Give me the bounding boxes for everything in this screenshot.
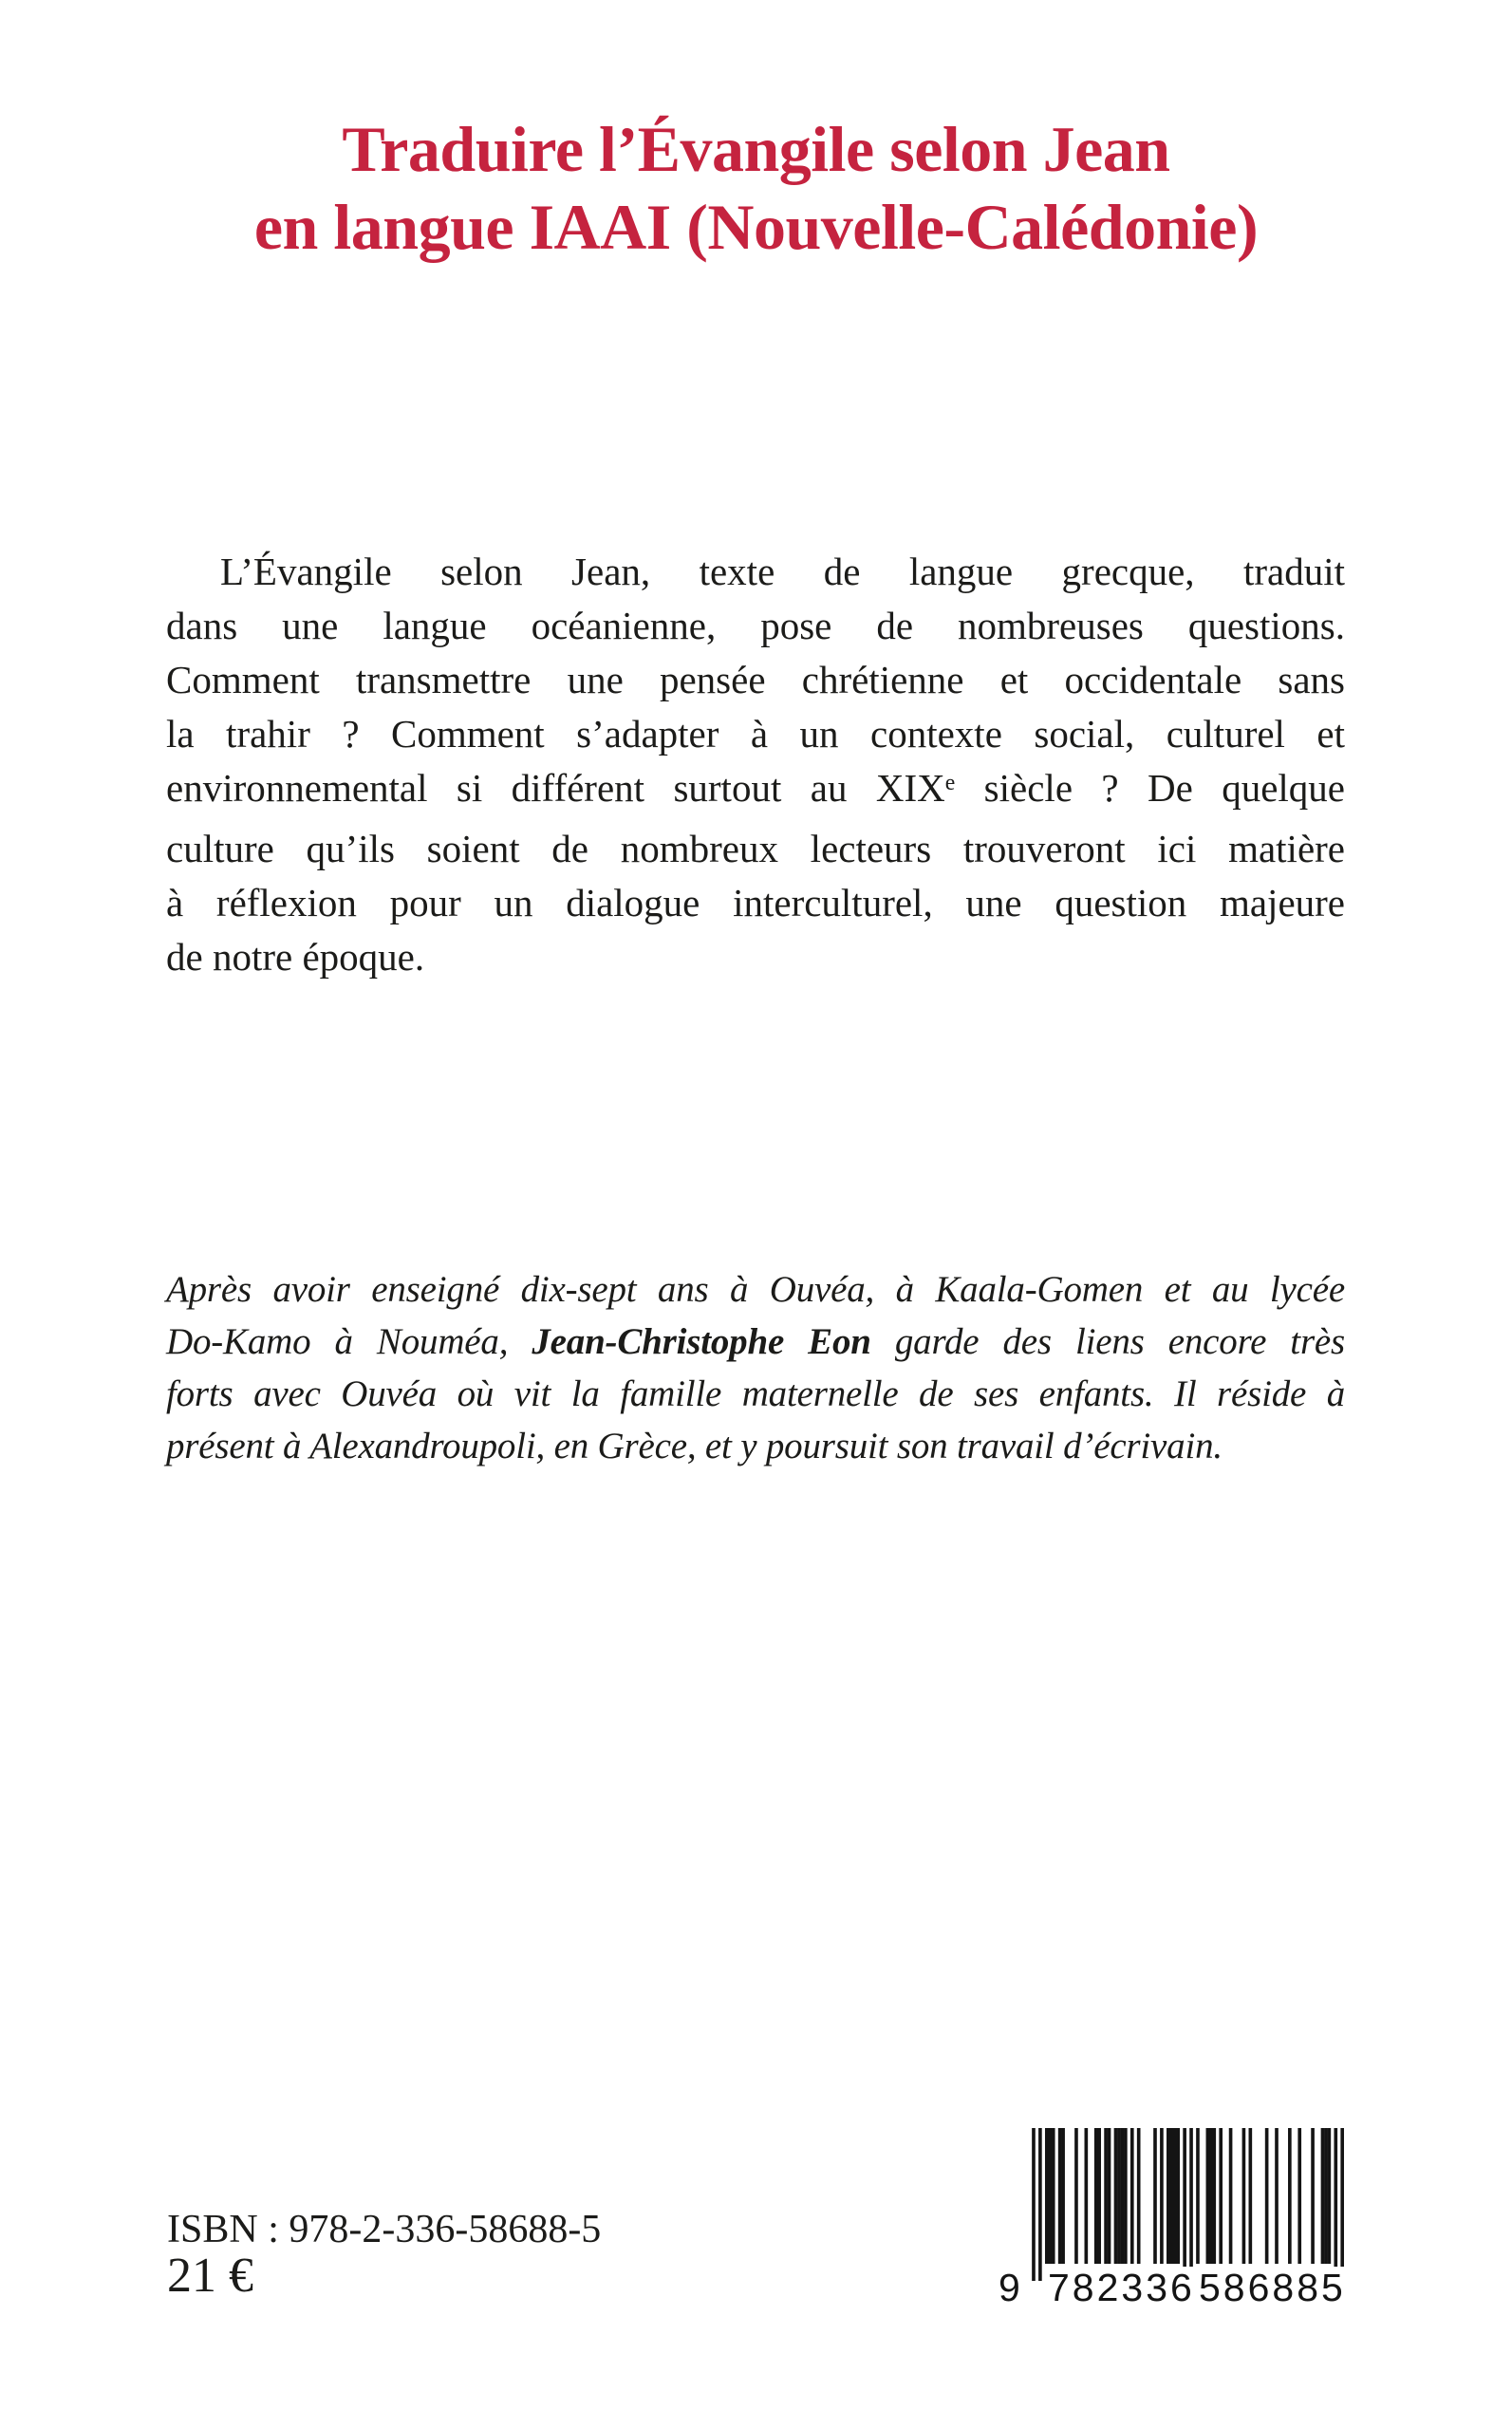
synopsis-line: de notre époque. (166, 935, 425, 979)
book-title-line2: en langue IAAI (Nouvelle-Calédonie) (253, 191, 1259, 263)
ean13-barcode (997, 2128, 1367, 2314)
bio-text: garde des liens encore très (870, 1321, 1346, 1362)
barcode-digits-right: 586885 (1199, 2266, 1346, 2309)
book-title-line1: Traduire l’Évangile selon Jean (342, 113, 1170, 185)
book-title (0, 110, 1512, 266)
barcode-digit-first: 9 (999, 2266, 1023, 2309)
barcode-digits-left: 782336 (1048, 2266, 1195, 2309)
synopsis-paragraph (166, 545, 1345, 984)
bio-line: forts avec Ouvéa où vit la famille maternelle de ses enfants. Il réside à (166, 1373, 1345, 1414)
synopsis-text: siècle ? De quelque (955, 766, 1346, 810)
synopsis-line (166, 761, 1345, 822)
barcode-bars (1032, 2128, 1344, 2281)
author-name: Jean-Christophe Eon (532, 1321, 871, 1362)
synopsis-text: environnemental si différent surtout au XIX (166, 766, 945, 810)
synopsis-line: culture qu’ils soient de nombreux lecteurs trouveront ici matière (166, 827, 1345, 870)
synopsis-line: Comment transmettre une pensée chrétienne et occidentale sans (166, 658, 1345, 701)
isbn-text: ISBN : 978-2-336-58688-5 (167, 2208, 602, 2251)
bio-line: présent à Alexandroupoli, en Grèce, et y poursuit son travail d’écrivain. (166, 1426, 1223, 1466)
ordinal-superscript: e (944, 771, 956, 796)
synopsis-line: la trahir ? Comment s’adapter à un contexte social, culturel et (166, 712, 1345, 756)
bio-line: Après avoir enseigné dix-sept ans à Ouvéa, à Kaala-Gomen et au lycée (166, 1269, 1345, 1310)
synopsis-line: L’Évangile selon Jean, texte de langue grecque, traduit (220, 550, 1345, 593)
bio-text: Do-Kamo à Nouméa, (166, 1321, 532, 1362)
synopsis-line: dans une langue océanienne, pose de nombreuses questions. (166, 604, 1345, 647)
author-bio-paragraph (166, 1263, 1345, 1472)
synopsis-line: à réflexion pour un dialogue interculturel, une question majeure (166, 881, 1345, 924)
bio-line (166, 1316, 1345, 1368)
price-text: 21 € (167, 2249, 253, 2303)
